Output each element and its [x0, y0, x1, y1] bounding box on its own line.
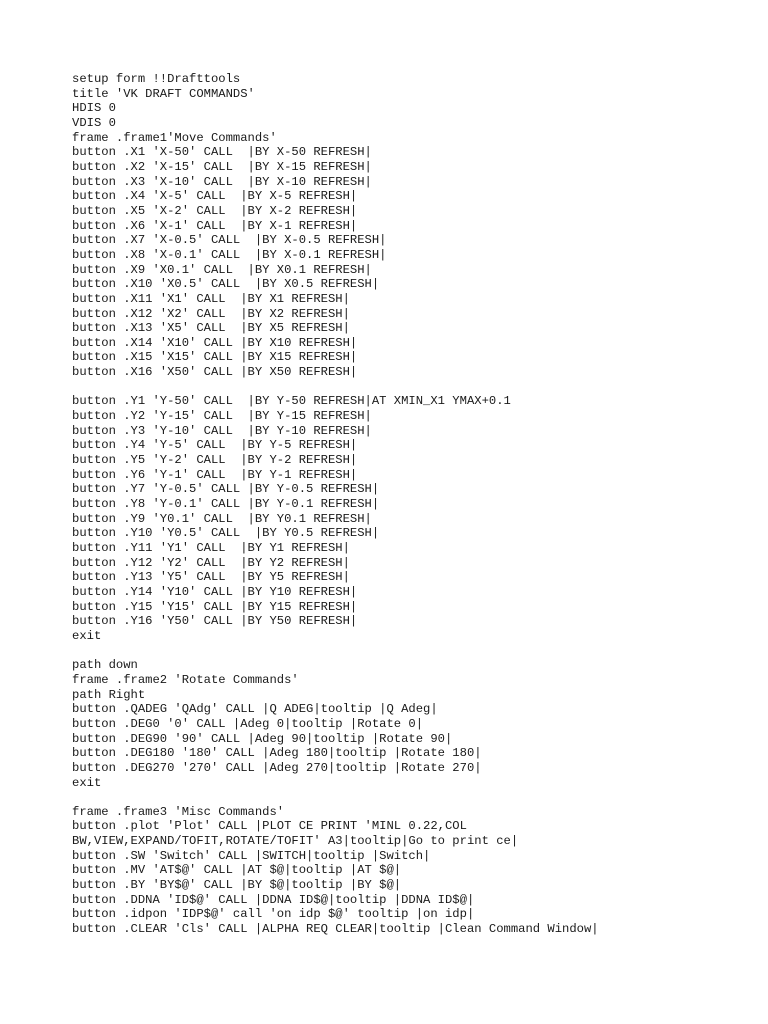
blank-line — [72, 790, 752, 805]
code-line: button .X2 'X-15' CALL |BY X-15 REFRESH| — [72, 159, 372, 174]
code-listing — [72, 72, 752, 937]
code-line: button .Y12 'Y2' CALL |BY Y2 REFRESH| — [72, 555, 350, 570]
code-line: button .DEG90 '90' CALL |Adeg 90|tooltip |Rotate 90| — [72, 731, 453, 746]
code-line: button .X3 'X-10' CALL |BY X-10 REFRESH| — [72, 174, 372, 189]
code-line: BW,VIEW,EXPAND/TOFIT,ROTATE/TOFIT' A3|tooltip|Go to print ce| — [72, 834, 519, 849]
code-line: button .QADEG 'QAdg' CALL |Q ADEG|tooltip |Q Adeg| — [72, 702, 438, 717]
code-line: button .Y15 'Y15' CALL |BY Y15 REFRESH| — [72, 599, 358, 614]
code-line: button .Y2 'Y-15' CALL |BY Y-15 REFRESH| — [72, 409, 372, 424]
code-line: button .Y8 'Y-0.1' CALL |BY Y-0.1 REFRESH| — [72, 497, 380, 512]
code-line: exit — [72, 775, 102, 790]
code-line: button .X11 'X1' CALL |BY X1 REFRESH| — [72, 291, 350, 306]
code-line: button .DEG180 '180' CALL |Adeg 180|tooltip |Rotate 180| — [72, 746, 482, 761]
code-line: button .X7 'X-0.5' CALL |BY X-0.5 REFRESH| — [72, 233, 387, 248]
code-line: frame .frame3 'Misc Commands' — [72, 804, 285, 819]
code-line: frame .frame2 'Rotate Commands' — [72, 672, 299, 687]
code-line: button .X4 'X-5' CALL |BY X-5 REFRESH| — [72, 189, 358, 204]
code-line: button .BY 'BY$@' CALL |BY $@|tooltip |BY $@| — [72, 878, 402, 893]
code-line: button .Y1 'Y-50' CALL |BY Y-50 REFRESH|AT XMIN_X1 YMAX+0.1 — [72, 394, 511, 409]
code-line: button .DEG0 '0' CALL |Adeg 0|tooltip |Rotate 0| — [72, 716, 424, 731]
code-line: button .X14 'X10' CALL |BY X10 REFRESH| — [72, 335, 358, 350]
blank-line — [72, 380, 752, 395]
code-line: button .Y9 'Y0.1' CALL |BY Y0.1 REFRESH| — [72, 511, 372, 526]
code-line: button .Y11 'Y1' CALL |BY Y1 REFRESH| — [72, 541, 350, 555]
code-line: button .DEG270 '270' CALL |Adeg 270|tooltip |Rotate 270| — [72, 760, 482, 775]
code-line: button .idpon 'IDP$@' call 'on idp $@' tooltip |on idp| — [72, 907, 475, 922]
code-line: button .Y6 'Y-1' CALL |BY Y-1 REFRESH| — [72, 467, 358, 482]
code-line: button .MV 'AT$@' CALL |AT $@|tooltip |AT $@| — [72, 863, 402, 878]
code-line: button .CLEAR 'Cls' CALL |ALPHA REQ CLEAR|tooltip |Clean Command Window| — [72, 922, 599, 937]
code-line: path down — [72, 658, 138, 673]
code-line: title 'VK DRAFT COMMANDS' — [72, 86, 255, 101]
code-line: button .Y3 'Y-10' CALL |BY Y-10 REFRESH| — [72, 423, 372, 438]
code-line: button .SW 'Switch' CALL |SWITCH|tooltip |Switch| — [72, 848, 431, 863]
code-line: setup form !!Drafttools — [72, 72, 241, 86]
code-line: button .X16 'X50' CALL |BY X50 REFRESH| — [72, 365, 358, 380]
code-line: button .X6 'X-1' CALL |BY X-1 REFRESH| — [72, 218, 358, 233]
code-line: frame .frame1'Move Commands' — [72, 130, 277, 145]
code-line: button .X1 'X-50' CALL |BY X-50 REFRESH| — [72, 145, 372, 160]
code-line: button .X9 'X0.1' CALL |BY X0.1 REFRESH| — [72, 262, 372, 277]
code-line: button .X15 'X15' CALL |BY X15 REFRESH| — [72, 350, 358, 365]
code-line: VDIS 0 — [72, 115, 116, 130]
code-line: button .X8 'X-0.1' CALL |BY X-0.1 REFRESH| — [72, 247, 387, 262]
code-line: HDIS 0 — [72, 101, 116, 116]
code-line: button .X10 'X0.5' CALL |BY X0.5 REFRESH| — [72, 277, 380, 292]
code-line: button .Y13 'Y5' CALL |BY Y5 REFRESH| — [72, 570, 350, 585]
code-line: button .Y16 'Y50' CALL |BY Y50 REFRESH| — [72, 614, 358, 629]
code-line: path Right — [72, 687, 146, 702]
code-line: button .X12 'X2' CALL |BY X2 REFRESH| — [72, 306, 350, 321]
code-line: button .Y4 'Y-5' CALL |BY Y-5 REFRESH| — [72, 438, 358, 453]
code-line: button .X13 'X5' CALL |BY X5 REFRESH| — [72, 321, 350, 336]
code-line: button .X5 'X-2' CALL |BY X-2 REFRESH| — [72, 203, 358, 218]
code-line: button .Y10 'Y0.5' CALL |BY Y0.5 REFRESH| — [72, 526, 380, 541]
code-line: button .plot 'Plot' CALL |PLOT CE PRINT 'MINL 0.22,COL — [72, 819, 467, 834]
blank-line — [72, 644, 752, 659]
code-line: button .Y14 'Y10' CALL |BY Y10 REFRESH| — [72, 584, 358, 599]
code-line: button .Y5 'Y-2' CALL |BY Y-2 REFRESH| — [72, 453, 358, 468]
code-line: button .DDNA 'ID$@' CALL |DDNA ID$@|tooltip |DDNA ID$@| — [72, 892, 475, 907]
code-line: exit — [72, 628, 102, 643]
code-line: button .Y7 'Y-0.5' CALL |BY Y-0.5 REFRESH| — [72, 482, 380, 497]
